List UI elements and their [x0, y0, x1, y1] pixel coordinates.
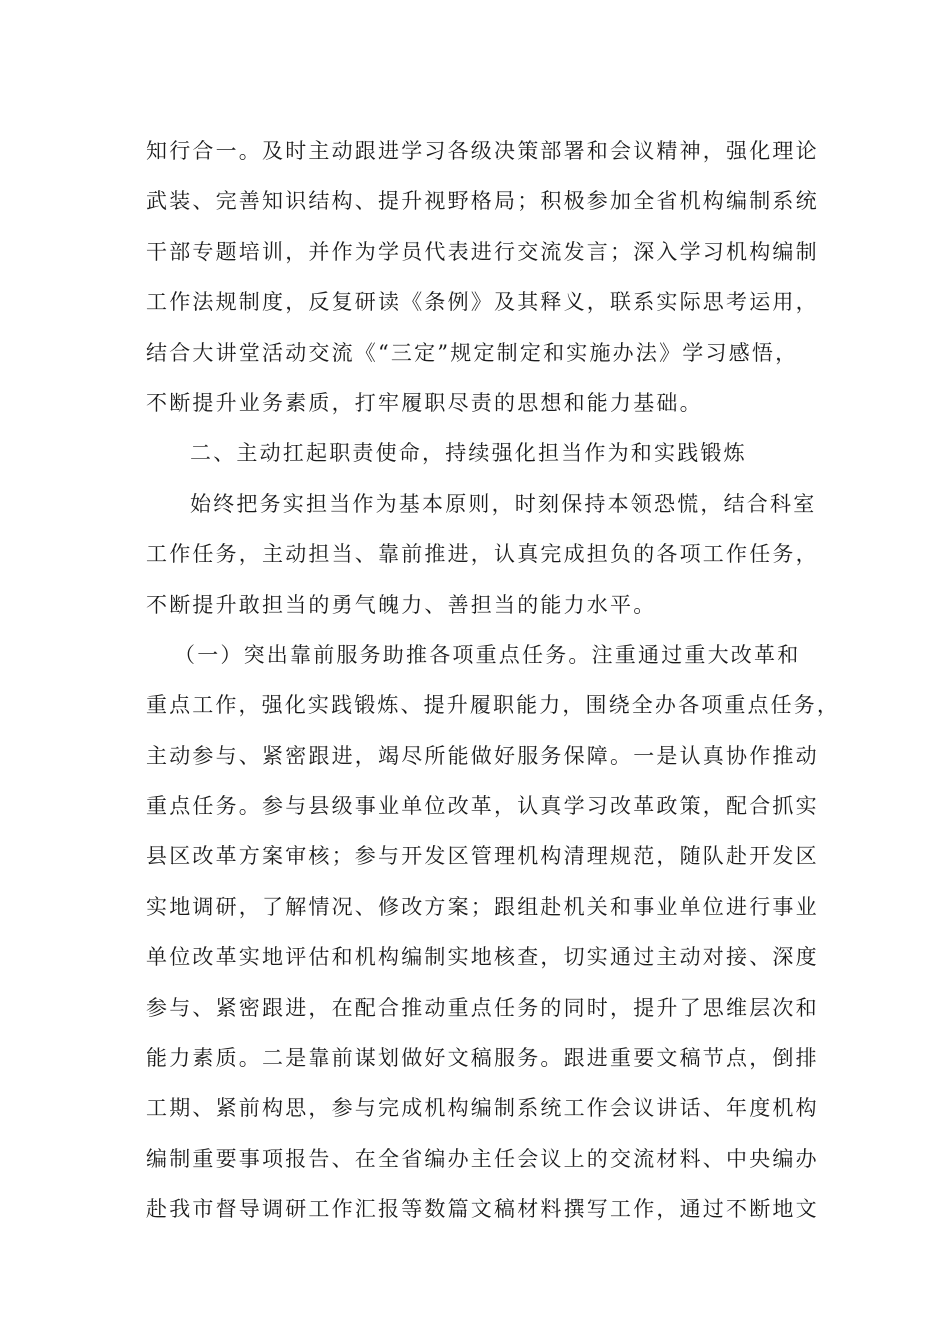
paragraph-line: 实地调研，了解情况、修改方案；跟组赴机关和事业单位进行事业	[146, 894, 819, 919]
paragraph-line: 重点工作，强化实践锻炼、提升履职能力，围绕全办各项重点任务，	[146, 693, 840, 718]
paragraph-line: 参与、紧密跟进，在配合推动重点任务的同时，提升了思维层次和	[146, 995, 819, 1020]
paragraph-line: 干部专题培训，并作为学员代表进行交流发言；深入学习机构编制	[146, 239, 819, 264]
paragraph-line: 编制重要事项报告、在全省编办主任会议上的交流材料、中央编办	[146, 1146, 819, 1171]
paragraph-line: 单位改革实地评估和机构编制实地核查，切实通过主动对接、深度	[146, 945, 819, 970]
paragraph-line: 始终把务实担当作为基本原则，时刻保持本领恐慌，结合科室	[190, 491, 817, 516]
paragraph-line: 赴我市督导调研工作汇报等数篇文稿材料撰写工作，通过不断地文	[146, 1197, 819, 1222]
document-body	[146, 131, 840, 1240]
paragraph-line: 工作任务，主动担当、靠前推进，认真完成担负的各项工作任务，	[146, 542, 819, 567]
paragraph-line: 能力素质。二是靠前谋划做好文稿服务。跟进重要文稿节点，倒排	[146, 1046, 819, 1071]
paragraph-line: 结合大讲堂活动交流《“三定”规定制定和实施办法》学习感悟，	[146, 340, 799, 365]
paragraph-line: 县区改革方案审核；参与开发区管理机构清理规范，随队赴开发区	[146, 844, 819, 869]
paragraph-line: 不断提升敢担当的勇气魄力、善担当的能力水平。	[146, 592, 657, 617]
paragraph-line: 工期、紧前构思，参与完成机构编制系统工作会议讲话、年度机构	[146, 1096, 819, 1121]
paragraph-line: 工作法规制度，反复研读《条例》及其释义，联系实际思考运用，	[146, 290, 819, 315]
paragraph-line: 重点任务。参与县级事业单位改革，认真学习改革政策，配合抓实	[146, 794, 819, 819]
paragraph-line: 知行合一。及时主动跟进学习各级决策部署和会议精神，强化理论	[146, 139, 819, 163]
paragraph-line: 主动参与、紧密跟进，竭尽所能做好服务保障。一是认真协作推动	[146, 743, 819, 768]
section-heading: 二、主动扛起职责使命，持续强化担当作为和实践锻炼	[190, 441, 747, 466]
paragraph-line: 不断提升业务素质，打牢履职尽责的思想和能力基础。	[146, 390, 703, 415]
paragraph-line: 武装、完善知识结构、提升视野格局；积极参加全省机构编制系统	[146, 189, 819, 214]
subsection-heading-line: （一）突出靠前服务助推各项重点任务。注重通过重大改革和	[174, 642, 801, 667]
